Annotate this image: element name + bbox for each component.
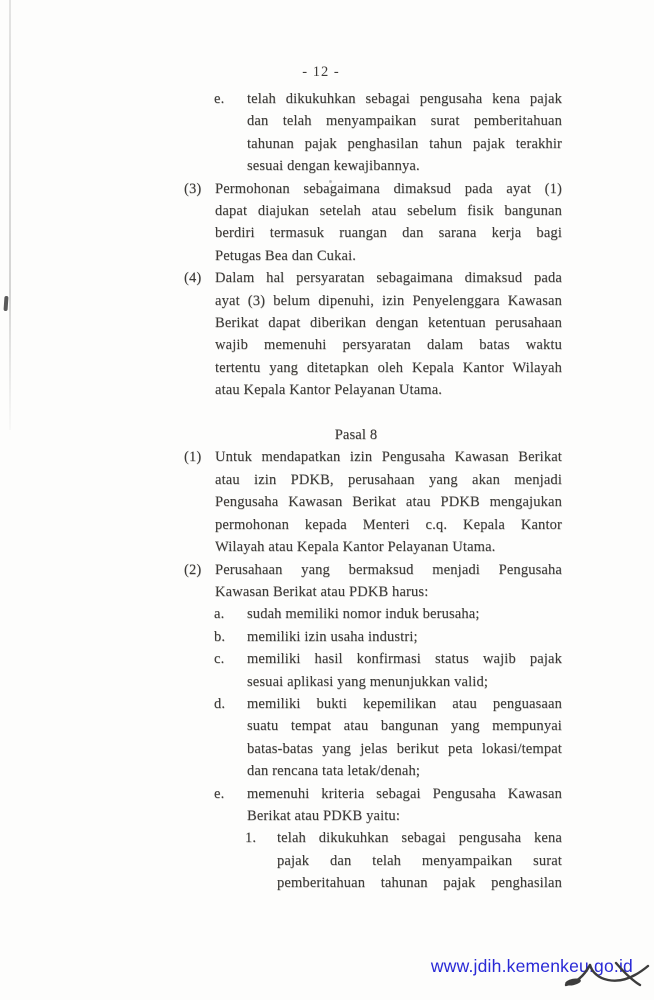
scan-edge-mark bbox=[3, 296, 8, 311]
text-line: pemberitahuan tahunan pajak penghasilan bbox=[277, 875, 562, 892]
text-line: memiliki bukti kepemilikan atau penguasaan bbox=[247, 695, 562, 712]
text-line: Perusahaan yang bermaksud menjadi Pengusaha bbox=[215, 561, 562, 578]
text-line: berdiri termasuk ruangan dan sarana kerja bagi bbox=[215, 225, 562, 242]
text-line: sesuai dengan kewajibannya. bbox=[247, 158, 420, 175]
item-letter-c bbox=[214, 648, 562, 693]
item-text bbox=[277, 827, 562, 894]
text-line: tahunan pajak penghasilan tahun pajak terakhir bbox=[247, 135, 562, 152]
item-letter-b bbox=[214, 626, 562, 648]
text-line: Permohonan sebagaimana dimaksud pada ayat (1) bbox=[215, 180, 562, 197]
text-line: Berikat dapat diberikan dengan ketentuan perusahaan bbox=[215, 315, 562, 332]
text-line: pajak dan telah menyampaikan surat bbox=[277, 852, 562, 869]
item-marker: e. bbox=[214, 785, 225, 802]
item-text bbox=[215, 178, 562, 268]
text-line: memenuhi kriteria sebagai Pengusaha Kawasan bbox=[247, 785, 562, 802]
text-line: Petugas Bea dan Cukai. bbox=[215, 247, 357, 264]
item-text bbox=[247, 88, 562, 178]
item-text bbox=[247, 603, 562, 625]
item-letter-d bbox=[214, 693, 562, 783]
text-line: Wilayah atau Kepala Kantor Pelayanan Utama. bbox=[215, 539, 496, 556]
item-letter-e2 bbox=[214, 783, 562, 828]
text-line: sesuai aplikasi yang menunjukkan valid; bbox=[247, 673, 489, 690]
item-marker: a. bbox=[214, 606, 225, 623]
text-line: Berikat atau PDKB yaitu: bbox=[247, 807, 401, 824]
item-marker: c. bbox=[214, 651, 225, 668]
item-text bbox=[247, 626, 562, 648]
text-line: batas-batas yang jelas berikut peta lokasi/tempat bbox=[247, 740, 562, 757]
item-marker: (4) bbox=[184, 270, 202, 287]
heading-pasal-8: Pasal 8 bbox=[334, 427, 378, 444]
text-line: telah dikukuhkan sebagai pengusaha kena pajak bbox=[247, 91, 562, 107]
signature-scribble bbox=[540, 950, 654, 1000]
text-line: dapat diajukan setelah atau sebelum fisik bangunan bbox=[215, 203, 562, 220]
text-line: suatu tempat atau bangunan yang mempunyai bbox=[247, 718, 562, 735]
item-text bbox=[215, 446, 562, 558]
text-line: dan telah menyampaikan surat pemberitahuan bbox=[247, 113, 562, 130]
text-line: atau izin PDKB, perusahaan yang akan menjadi bbox=[215, 471, 562, 488]
text-line: Pengusaha Kawasan Berikat atau PDKB mengajukan bbox=[215, 494, 562, 511]
item-text bbox=[247, 648, 562, 693]
text-line: telah dikukuhkan sebagai pengusaha kena bbox=[277, 830, 562, 847]
item-marker: d. bbox=[214, 695, 226, 712]
item-marker: (3) bbox=[184, 180, 202, 197]
page-number: - 12 - bbox=[302, 64, 340, 80]
item-marker: b. bbox=[214, 628, 226, 645]
document-body bbox=[184, 88, 562, 895]
item-marker: (2) bbox=[184, 561, 202, 578]
item-ayat-4 bbox=[184, 267, 562, 401]
item-ayat-3 bbox=[184, 178, 562, 268]
item-marker: e. bbox=[214, 91, 225, 107]
text-line: Dalam hal persyaratan sebagaimana dimaksud pada bbox=[215, 270, 562, 287]
text-line: sudah memiliki nomor induk berusaha; bbox=[247, 606, 480, 623]
item-ayat-1 bbox=[184, 446, 562, 558]
text-line: Untuk mendapatkan izin Pengusaha Kawasan Berikat bbox=[215, 449, 562, 466]
item-text bbox=[215, 267, 562, 401]
text-line: wajib memenuhi persyaratan dalam batas waktu bbox=[215, 337, 562, 354]
item-letter-e bbox=[214, 88, 562, 178]
text-line: Kawasan Berikat atau PDKB harus: bbox=[215, 583, 429, 600]
item-text bbox=[247, 693, 562, 783]
text-line: dan rencana tata letak/denah; bbox=[247, 763, 421, 780]
text-line: permohonan kepada Menteri c.q. Kepala Kantor bbox=[215, 516, 562, 533]
item-text bbox=[215, 559, 562, 604]
item-text bbox=[247, 783, 562, 828]
text-line: memiliki izin usaha industri; bbox=[247, 628, 418, 645]
text-line: ayat (3) belum dipenuhi, izin Penyelenggara Kawasan bbox=[215, 292, 562, 309]
item-marker: (1) bbox=[184, 449, 202, 466]
text-line: atau Kepala Kantor Pelayanan Utama. bbox=[215, 382, 443, 399]
item-number-1 bbox=[245, 827, 562, 894]
footer-url-link[interactable]: www.jdih.kemenkeu.go.id bbox=[430, 956, 633, 976]
scan-edge-line bbox=[9, 0, 11, 430]
item-ayat-2 bbox=[184, 559, 562, 604]
item-marker: 1. bbox=[245, 830, 257, 847]
text-line: memiliki hasil konfirmasi status wajib pajak bbox=[247, 651, 562, 668]
item-letter-a bbox=[214, 603, 562, 625]
text-line: tertentu yang ditetapkan oleh Kepala Kantor Wilayah bbox=[215, 359, 562, 376]
